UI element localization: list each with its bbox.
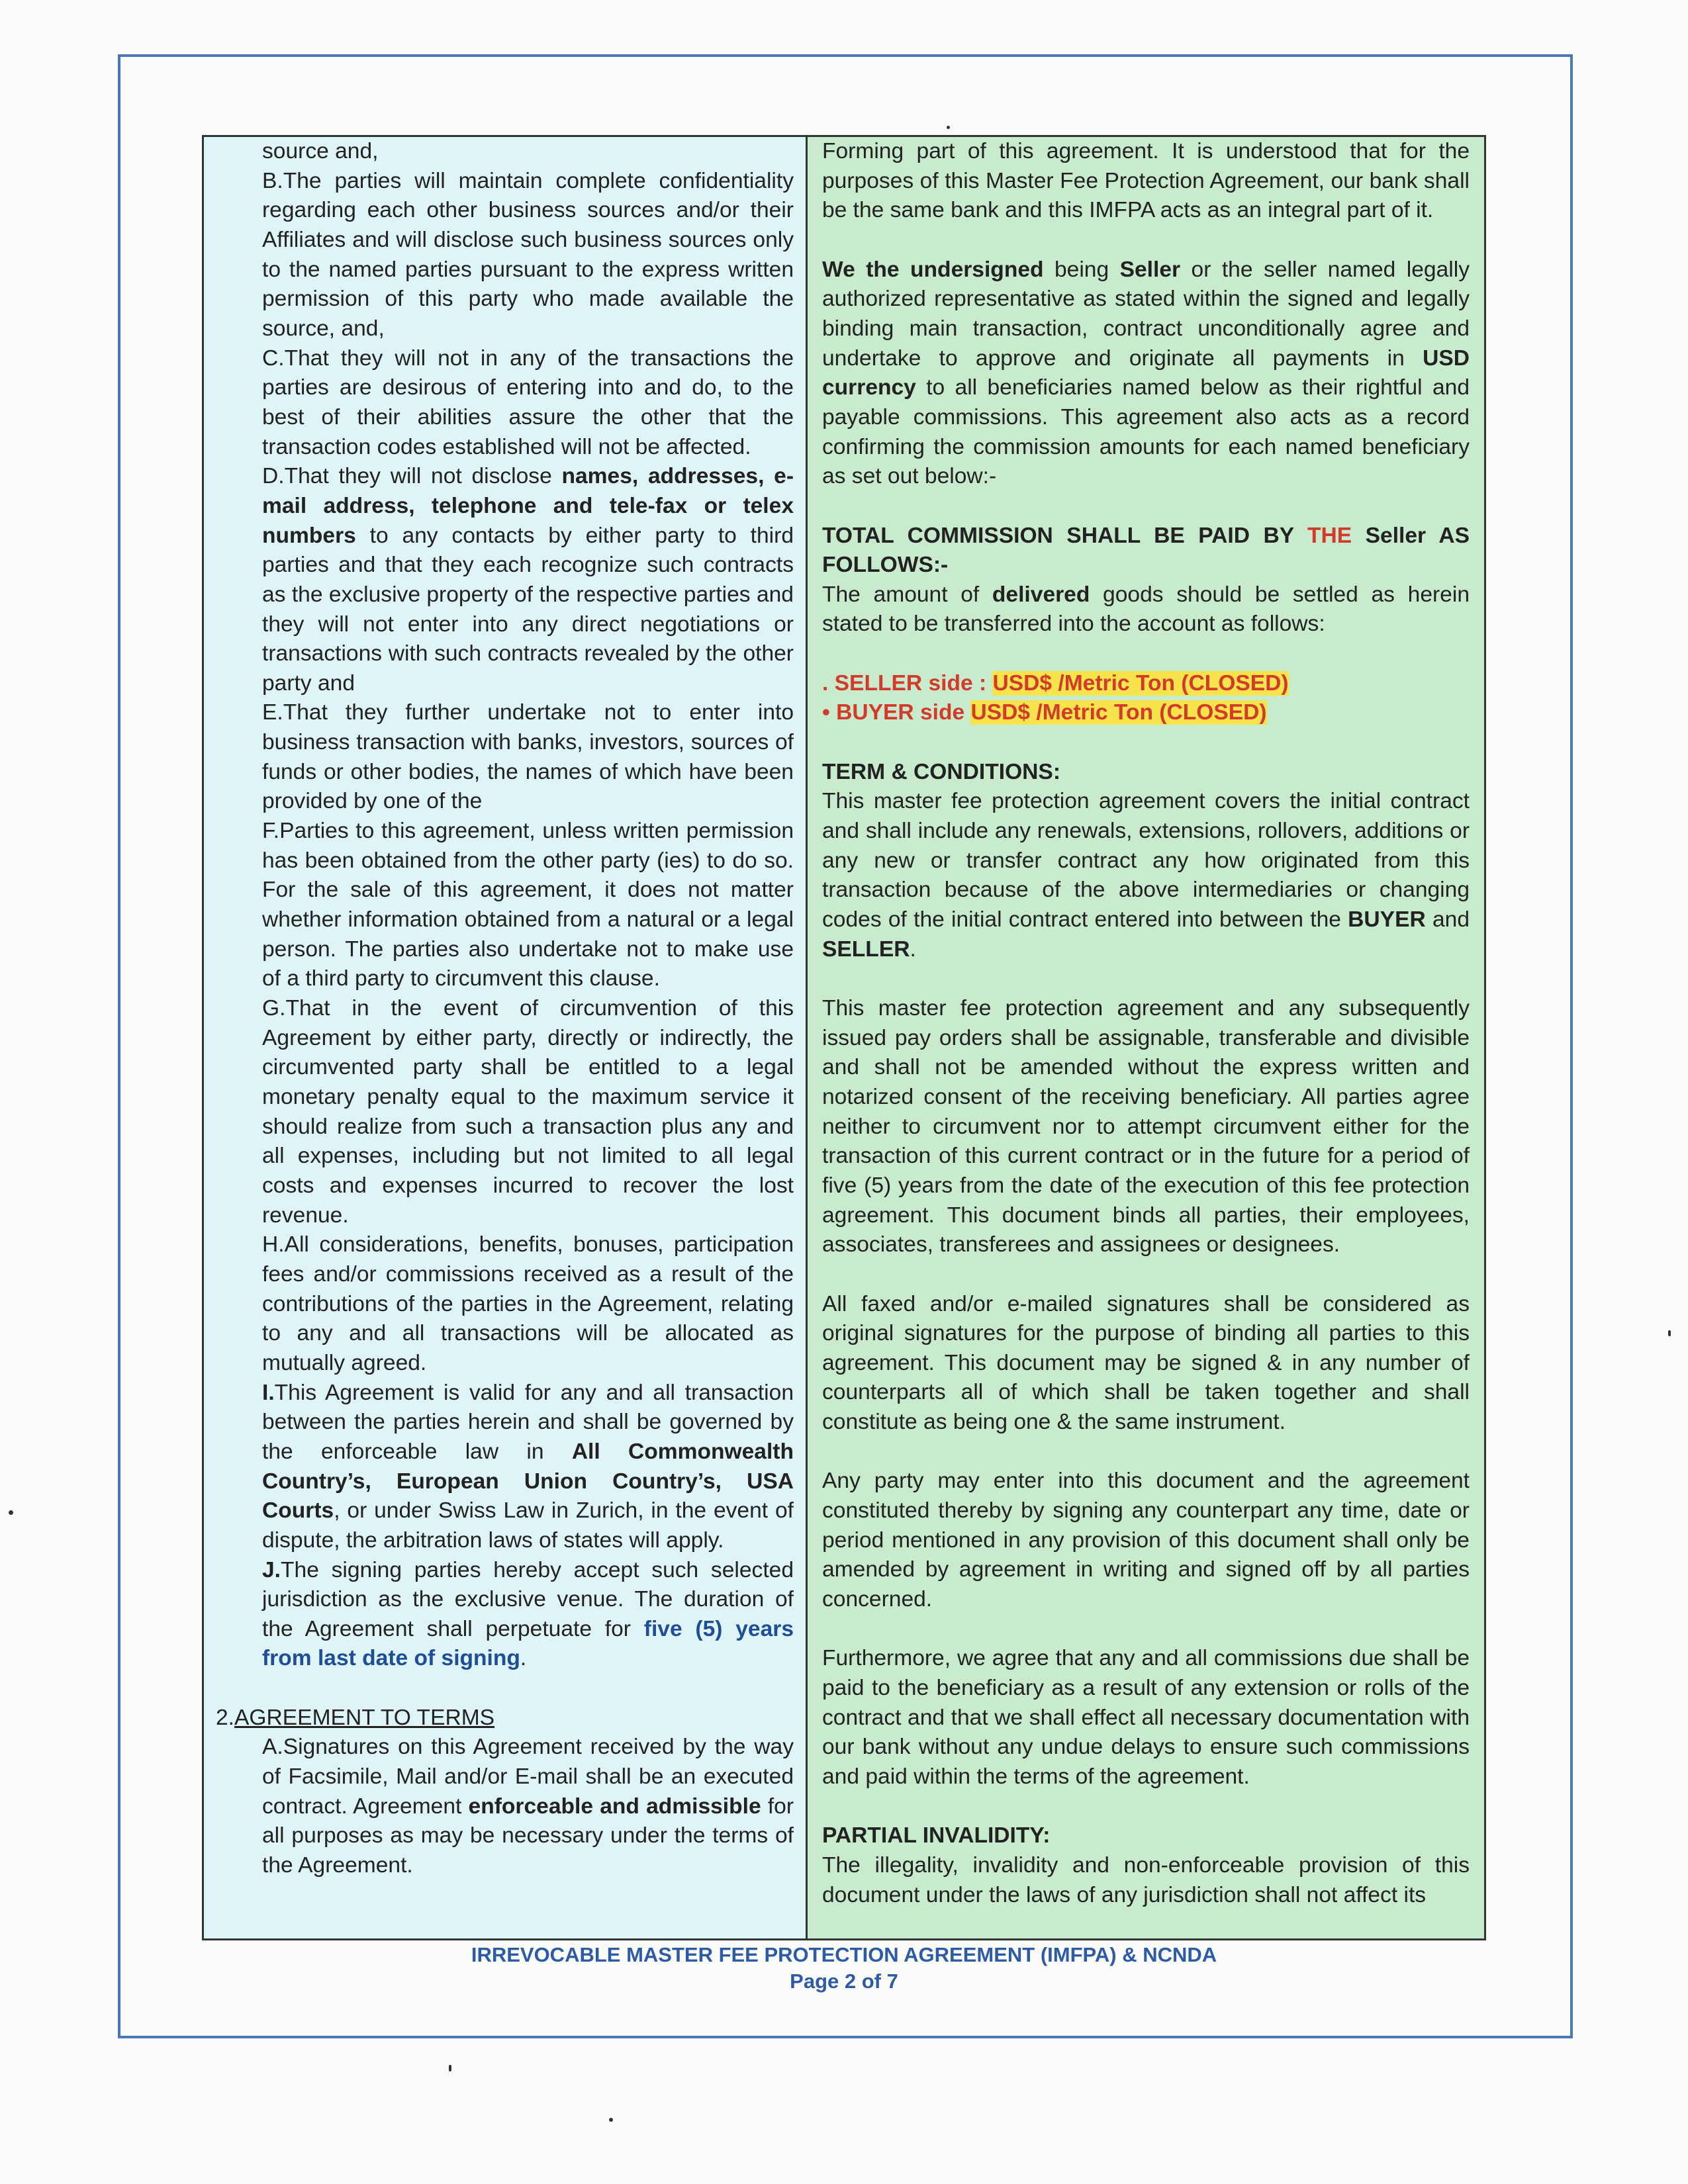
assignable-paragraph: This master fee protection agreement and any subsequently issued pay orders shall be assignable, transferable and divisible and shall not be amended without the express written and notarized consent of the receiving beneficiary. All parties agree neither to circumvent nor to attempt circumvent either for the transaction of this current contract or in the future for a period of five (5) years from the date of the execution of this fee protection agreement. This document binds all parties, their employees, associates, transferees and assignees or designees. [822,995,1470,1257]
scan-speck [947,126,950,129]
seller-side-label: . SELLER side : [822,670,993,696]
clause-j-letter: J. [262,1557,281,1582]
partial-invalidity-heading: PARTIAL INVALIDITY: [822,1823,1051,1848]
term-buyer-bold: BUYER [1348,907,1426,932]
total-commission-the: THE [1307,523,1352,548]
amount-bold: delivered [992,582,1090,607]
clause-f: F.Parties to this agreement, unless written permission has been obtained from the other party (ies) to do so. For the sale of this agreement, it does not matter whether information obtained from a natural or a legal person. The parties also undertake not to make use of a third party to circumvent this clause. [262,819,794,991]
total-commission-text: TOTAL COMMISSION SHALL BE PAID BY [822,523,1307,548]
term-period: . [910,936,916,962]
amount-paragraph [822,580,1470,639]
clause-j-period: . [520,1646,527,1671]
clause-i-bold: All Commonwealth Country’s, European Union Country’s, USA Courts [262,1439,794,1524]
scan-speck [449,2065,451,2071]
section-2-a-bold: enforceable and admissible [468,1794,761,1819]
undersigned-text-1: being [1043,257,1120,282]
term-conditions-paragraph [822,787,1470,964]
clause-i [262,1379,794,1556]
furthermore-paragraph: Furthermore, we agree that any and all commissions due shall be paid to the beneficiary as a result of any extension or rolls of the contract and that we shall effect all necessary documentation with our bank without any undue delays to ensure such commissions and paid within the terms of the agreement. [822,1646,1470,1789]
clause-g: G.That in the event of circumvention of this Agreement by either party, directly or indirectly, the circumvented party shall be entitled to a legal monetary penalty equal to the maximum service it should realize from such a transaction plus any and all expenses, including but not limited to all legal costs and expenses incurred to recover the lost revenue. [262,996,794,1228]
term-seller-bold: SELLER [822,936,910,962]
clause-c: C.That they will not in any of the transactions the parties are desirous of entering into and do, to the best of their abilities assure the other that the transaction codes established will not be affected. [262,345,794,459]
scan-speck [609,2118,613,2122]
any-party-paragraph: Any party may enter into this document and the agreement constituted thereby by signing any counterpart any time, date or period mentioned in any provision of this document shall only be amended by agreement in writing and signed off by all parties concerned. [822,1469,1470,1612]
footer-title: IRREVOCABLE MASTER FEE PROTECTION AGREEMENT (IMFPA) & NCNDA [471,1943,1217,1966]
term-and: and [1425,907,1470,932]
amount-text-end: goods should be settled as herein stated to be transferred into the account as follows: [822,582,1470,637]
clause-d-text-end: to any contacts by either party to third parties and that they each recognize such contracts as the exclusive property of the respective parties and they will not enter into any direct negotiations or transactions with such contracts revealed by the other party and [262,523,794,696]
clause-e: E.That they further undertake not to enter into business transaction with banks, investors, sources of funds or other bodies, the names of which have been provided by one of the [262,700,794,814]
clause-h: H.All considerations, benefits, bonuses, participation fees and/or commissions received as a result of the contributions of the parties in the Agreement, relating to any and all transactions will be allocated as mutually agreed. [262,1232,794,1375]
section-2-a-text-end: for all purposes as may be necessary under the terms of the Agreement. [262,1794,794,1878]
buyer-side-value: USD$ /Metric Ton (CLOSED) [970,700,1267,725]
usd-currency-bold: USD currency [822,345,1470,400]
clause-i-text: This Agreement is valid for any and all transaction between the parties herein and shall be governed by the enforceable law in [262,1380,794,1464]
undersigned-paragraph [822,255,1470,492]
seller-side-line [822,669,1470,699]
buyer-side-label: • BUYER side [822,700,971,725]
buyer-side-line [822,698,1470,728]
section-2-title: AGREEMENT TO TERMS [234,1705,495,1730]
total-commission-text-end: Seller AS FOLLOWS:- [822,523,1470,578]
clause-j-text: The signing parties hereby accept such selected jurisdiction as the exclusive venue. The duration of the Agreement shall perpetuate for [262,1557,794,1641]
two-column-table [202,135,1486,1940]
undersigned-bold: We the undersigned [822,257,1044,282]
undersigned-text-2: or the seller named legally authorized representative as stated within the signed and legally binding main transaction, contract unconditionally agree and undertake to approve and originate all payments in [822,257,1470,371]
clause-d-text: D.That they will not disclose [262,464,562,489]
section-2-heading [216,1704,794,1733]
faxed-signatures-paragraph: All faxed and/or e-mailed signatures shall be considered as original signatures for the purpose of binding all parties to this agreement. This document may be signed & in any number of counterparts all of which shall be taken together and shall constitute as being one & the same instrument. [822,1291,1470,1435]
amount-text: The amount of [822,582,992,607]
right-column [808,137,1484,1938]
scan-speck [9,1510,13,1515]
seller-side-value: USD$ /Metric Ton (CLOSED) [992,670,1289,696]
section-2-number: 2. [216,1705,235,1730]
total-commission-heading [822,522,1470,580]
clause-i-text-end: , or under Swiss Law in Zurich, in the event of dispute, the arbitration laws of states will apply. [262,1498,794,1553]
seller-bold: Seller [1119,257,1181,282]
footer-page-number: Page 2 of 7 [790,1970,898,1993]
undersigned-text-3: to all beneficiaries named below as their rightful and payable commissions. This agreement also acts as a record confirming the commission amounts for each named beneficiary as set out below:- [822,375,1470,489]
clause-d [262,462,794,698]
clause-j [262,1556,794,1674]
clause-j-duration: five (5) years from last date of signing [262,1616,794,1671]
clause-b: B.The parties will maintain complete confidentiality regarding each other business sources and/or their Affiliates and will disclose such business sources only to the named parties pursuant to the express written permission of this party who made available the source, and, [262,168,794,341]
clause-d-bold: names, addresses, e-mail address, telephone and tele-fax or telex numbers [262,464,794,548]
clause-i-letter: I. [262,1380,275,1405]
forming-part-paragraph: Forming part of this agreement. It is understood that for the purposes of this Master Fee Protection Agreement, our bank shall be the same bank and this IMFPA acts as an integral part of it. [822,139,1470,223]
section-2-clause-a [262,1733,794,1880]
clause-a-tail: source and, [262,139,379,163]
partial-invalidity-paragraph: The illegality, invalidity and non-enforceable provision of this document under the laws of any jurisdiction shall not affect its [822,1852,1470,1907]
term-conditions-heading: TERM & CONDITIONS: [822,759,1061,784]
scan-speck [1668,1330,1671,1336]
left-column [204,137,808,1938]
term-text: This master fee protection agreement covers the initial contract and shall include any renewals, extensions, rollovers, additions or any new or transfer contract any how originated from this transaction because of the above intermediaries or changing codes of the initial contract entered into between the [822,789,1470,932]
section-2-a-text: A.Signatures on this Agreement received by the way of Facsimile, Mail and/or E-mail shall be an executed contract. Agreement [262,1735,794,1819]
